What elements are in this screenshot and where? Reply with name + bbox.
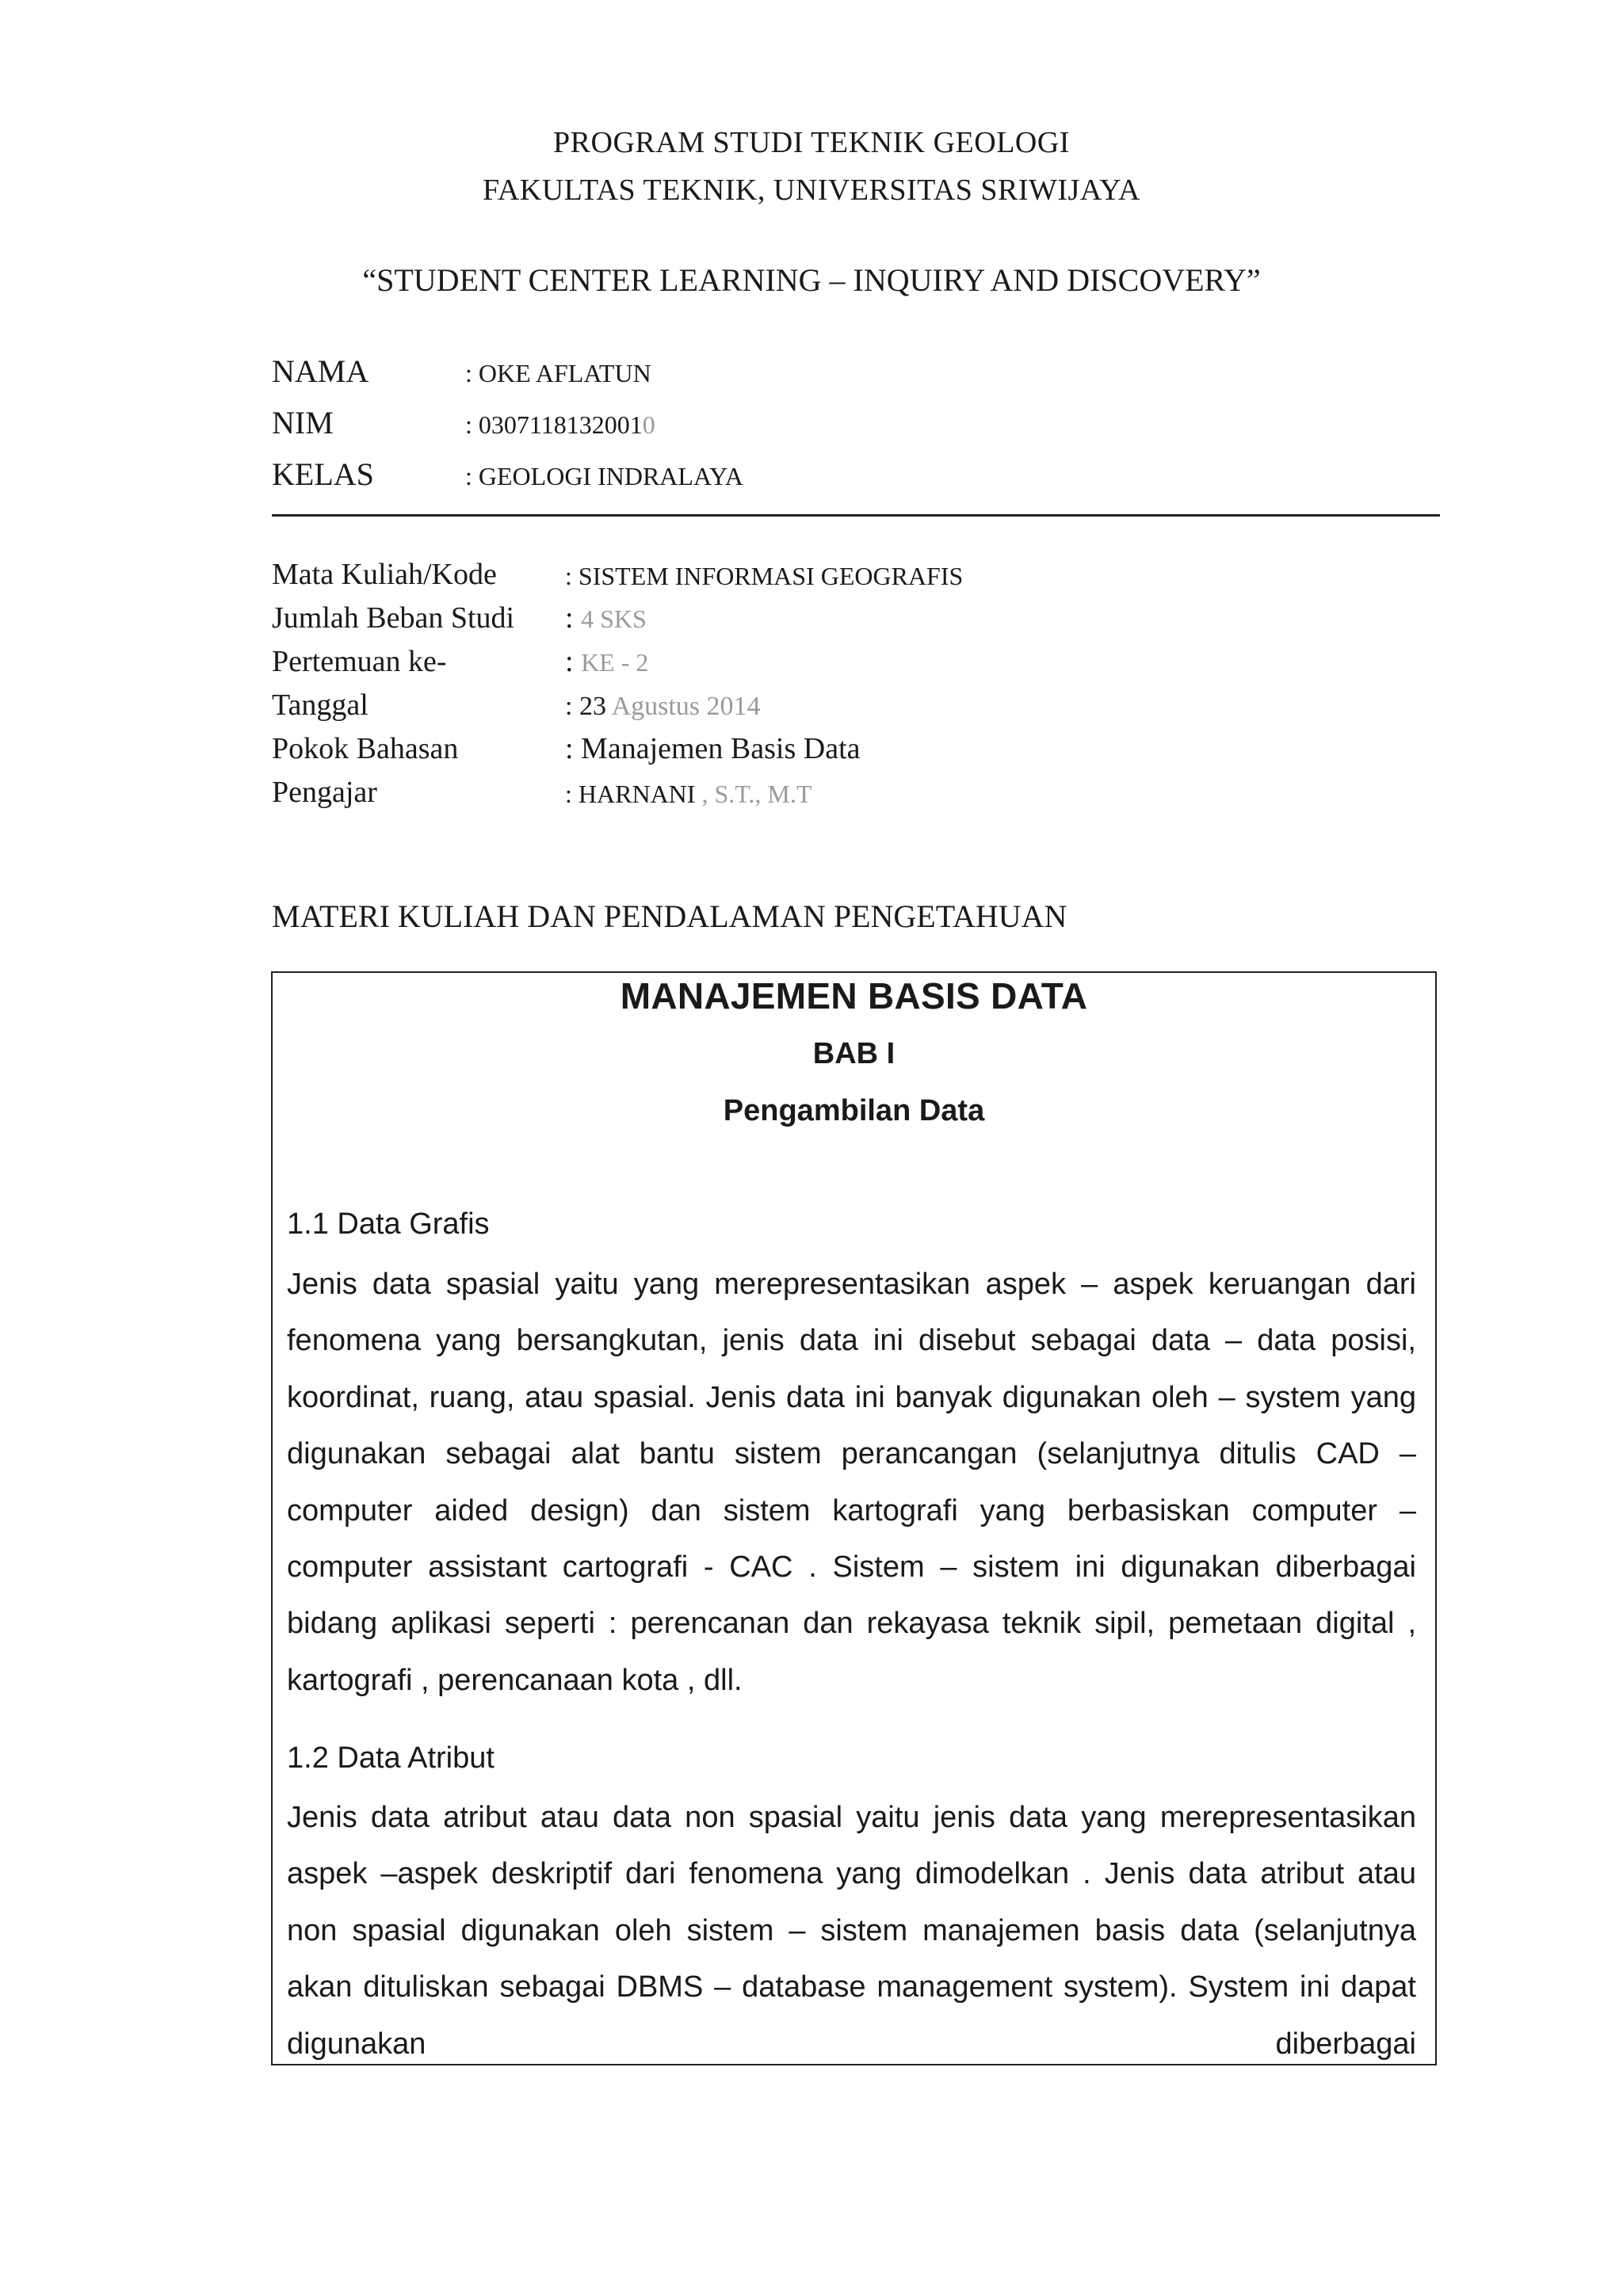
- materi-heading: MATERI KULIAH DAN PENDALAMAN PENGETAHUAN: [272, 898, 1067, 934]
- institution-line-2: FAKULTAS TEKNIK, UNIVERSITAS SRIWIJAYA: [483, 174, 1140, 207]
- mata-kuliah-label: Mata Kuliah/Kode: [272, 558, 497, 591]
- pengajar-title: , S.T., M.T: [701, 780, 812, 808]
- tanggal-label: Tanggal: [272, 688, 369, 722]
- content-title: MANAJEMEN BASIS DATA: [620, 975, 1088, 1016]
- jumlah-beban-colon: :: [565, 601, 582, 635]
- header-divider: [272, 514, 1440, 517]
- jumlah-beban-label: Jumlah Beban Studi: [272, 601, 515, 635]
- mata-kuliah-value: : SISTEM INFORMASI GEOGRAFIS: [565, 562, 964, 590]
- pengajar-label: Pengajar: [272, 776, 377, 809]
- pengajar-name: : HARNANI: [565, 780, 702, 808]
- pertemuan-colon: :: [565, 645, 582, 678]
- tanggal-day: : 23: [565, 692, 612, 721]
- chapter-number: BAB I: [812, 1037, 896, 1070]
- tanggal-value: [565, 688, 761, 723]
- institution-line-1: PROGRAM STUDI TEKNIK GEOLOGI: [553, 126, 1070, 159]
- pertemuan-label: Pertemuan ke-: [272, 645, 447, 678]
- section-2-paragraph: Jenis data atribut atau data non spasial yaitu jenis data yang merepresentasikan aspek –aspek deskriptif dari fenomena yang dimodelkan . Jenis data atribut atau non spasial digunakan oleh sistem – sistem manajemen basis data (selanjutnya akan dituliskan sebagai DBMS – database management system). System ini dapat digunakan diberbagai: [287, 1801, 1416, 2061]
- kelas-label: KELAS: [272, 456, 374, 492]
- subtitle: “STUDENT CENTER LEARNING – INQUIRY AND DISCOVERY”: [362, 262, 1261, 298]
- nim-value: [465, 410, 655, 440]
- nama-value: : OKE AFLATUN: [465, 359, 651, 387]
- pertemuan-number: KE - 2: [581, 648, 649, 677]
- nama-label: NAMA: [272, 353, 369, 389]
- section-2-heading: 1.2 Data Atribut: [287, 1741, 495, 1775]
- jumlah-beban-sks: 4 SKS: [581, 605, 647, 633]
- kelas-value: : GEOLOGI INDRALAYA: [465, 462, 743, 490]
- jumlah-beban-value: [565, 601, 647, 635]
- chapter-title: Pengambilan Data: [723, 1094, 985, 1127]
- nim-value-last-digit: 0: [642, 410, 655, 439]
- pengajar-value: [565, 780, 812, 809]
- content-box: [271, 971, 1437, 2065]
- nim-label: NIM: [272, 405, 334, 441]
- section-1-heading: 1.1 Data Grafis: [287, 1207, 490, 1241]
- pertemuan-value: [565, 644, 648, 679]
- tanggal-month-year: Agustus 2014: [611, 692, 761, 721]
- pokok-bahasan-value: : Manajemen Basis Data: [565, 732, 861, 765]
- pokok-bahasan-label: Pokok Bahasan: [272, 732, 459, 765]
- nim-value-main: : 0307118132001: [465, 410, 643, 439]
- section-1-paragraph: Jenis data spasial yaitu yang merepresentasikan aspek – aspek keruangan dari fenomena yang bersangkutan, jenis data ini disebut sebagai data – data posisi, koordinat, ruang, atau spasial. Jenis data ini banyak digunakan oleh – system yang digunakan sebagai alat bantu sistem perancangan (selanjutnya ditulis CAD – computer aided design) dan sistem kartografi yang berbasiskan computer – computer assistant cartografi - CAC . Sistem – sistem ini digunakan diberbagai bidang aplikasi seperti : perencanan dan rekayasa teknik sipil, pemetaan digital , kartografi , perencanaan kota , dll.: [287, 1268, 1416, 1697]
